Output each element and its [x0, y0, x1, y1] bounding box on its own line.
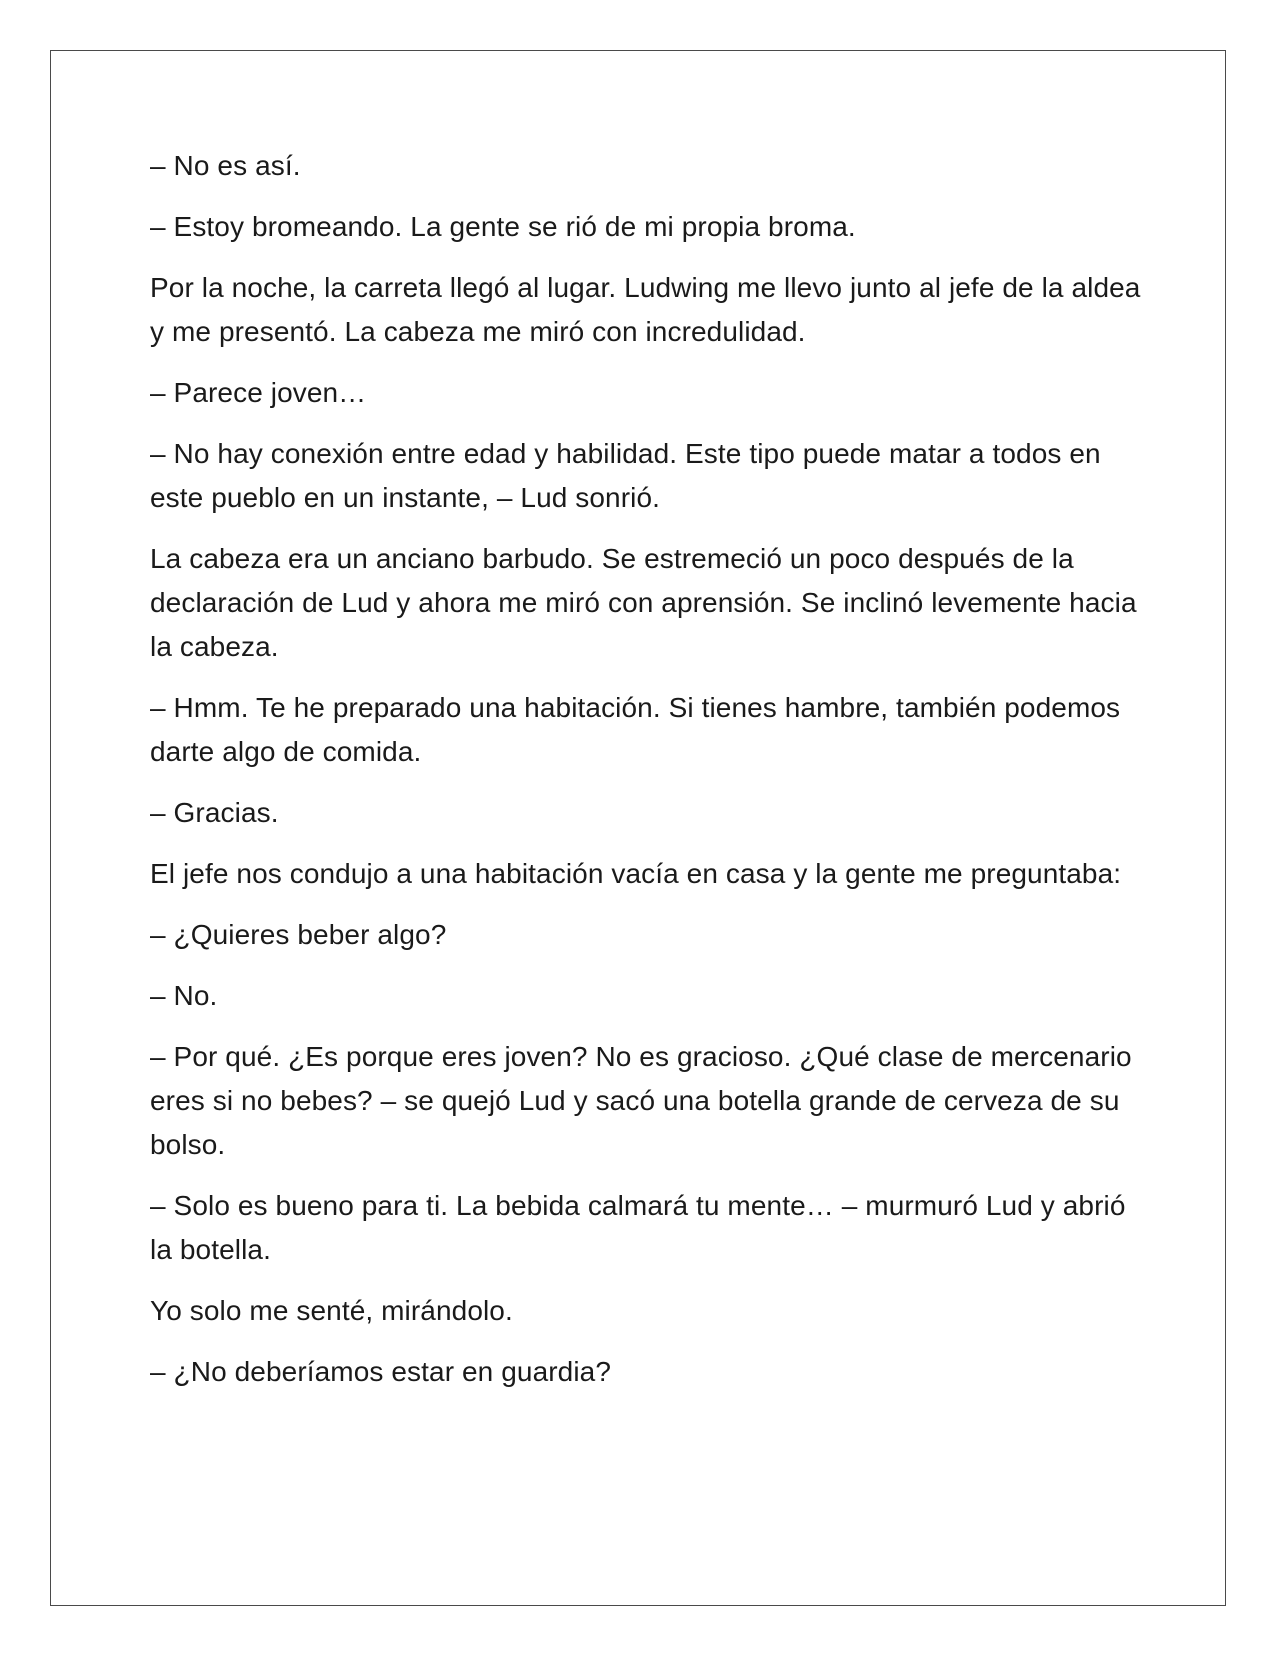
paragraph: Yo solo me senté, mirándolo.	[150, 1295, 513, 1326]
paragraph: – Parece joven…	[150, 377, 367, 408]
paragraph: – Hmm. Te he preparado una habitación. Si tienes hambre, también podemos darte algo de comida.	[150, 692, 1121, 767]
paragraph: – Gracias.	[150, 797, 279, 828]
paragraph: – ¿No deberíamos estar en guardia?	[150, 1356, 611, 1387]
paragraph: – No hay conexión entre edad y habilidad. Este tipo puede matar a todos en este pueblo en un instante, – Lud sonrió.	[150, 438, 1101, 513]
paragraph: El jefe nos condujo a una habitación vacía en casa y la gente me preguntaba:	[150, 858, 1122, 889]
paragraph: – Por qué. ¿Es porque eres joven? No es gracioso. ¿Qué clase de mercenario eres si no bebes? – se quejó Lud y sacó una botella grande de cerveza de su bolso.	[150, 1041, 1132, 1160]
paragraph: – Solo es bueno para ti. La bebida calmará tu mente… – murmuró Lud y abrió la botella.	[150, 1190, 1126, 1265]
document-body	[150, 144, 1150, 1411]
paragraph: – No es así.	[150, 150, 301, 181]
paragraph: Por la noche, la carreta llegó al lugar. Ludwing me llevo junto al jefe de la aldea y me presentó. La cabeza me miró con incredulidad.	[150, 272, 1141, 347]
paragraph: La cabeza era un anciano barbudo. Se estremeció un poco después de la declaración de Lud y ahora me miró con aprensión. Se inclinó levemente hacia la cabeza.	[150, 543, 1137, 662]
paragraph: – ¿Quieres beber algo?	[150, 919, 447, 950]
paragraph: – No.	[150, 980, 218, 1011]
paragraph: – Estoy bromeando. La gente se rió de mi propia broma.	[150, 211, 856, 242]
